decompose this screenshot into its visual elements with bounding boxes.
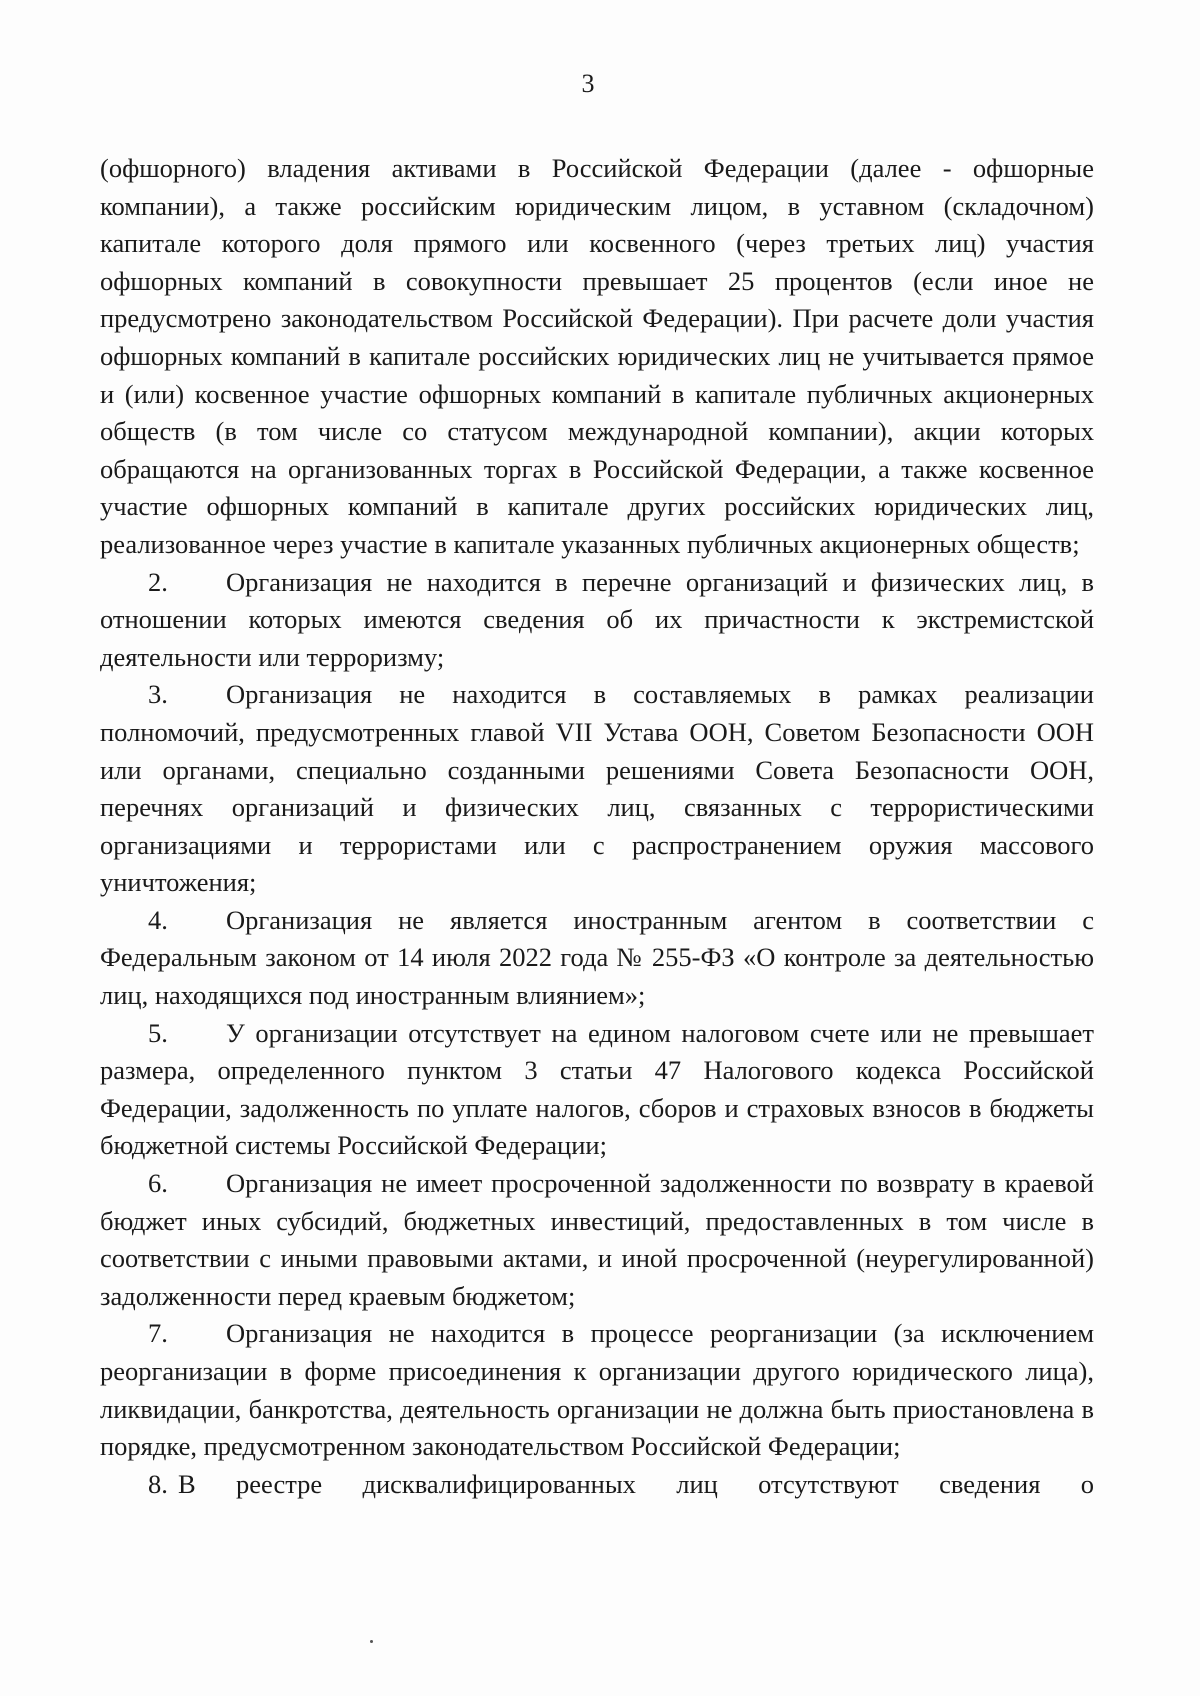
- scan-speck: [370, 1640, 373, 1643]
- item-text: В реестре дисквалифицированных лиц отсутствуют сведения о: [178, 1468, 1094, 1499]
- list-item-3: [100, 676, 1094, 902]
- list-item-4: [100, 902, 1094, 1015]
- list-item-8: [100, 1466, 1094, 1504]
- list-item-6: [100, 1165, 1094, 1315]
- item-text: Организация не является иностранным агентом в соответствии с Федеральным законом от 14 июля 2022 года № 255-ФЗ «О контроле за деятельностью лиц, находящихся под иностранным влиянием»;: [100, 904, 1094, 1011]
- item-number: 8.: [148, 1468, 168, 1499]
- list-item-2: [100, 564, 1094, 677]
- item-number: 2.: [148, 566, 168, 597]
- item-text: Организация не находится в перечне организаций и физических лиц, в отношении которых имеются сведения об их причастности к экстремистской деятельности или терроризму;: [100, 566, 1094, 672]
- intro-paragraph: (офшорного) владения активами в Российской Федерации (далее - офшорные компании), а также российским юридическим лицом, в уставном (складочном) капитале которого доля прямого или косвенного (через третьих лиц) участия офшорных компаний в совокупности превышает 25 процентов (если иное не предусмотрено законодательством Российской Федерации). При расчете доли участия офшорных компаний в капитале российских юридических лиц не учитывается прямое и (или) косвенное участие офшорных компаний в капитале публичных акционерных обществ (в том числе со статусом международной компании), акции которых обращаются на организованных торгах в Российской Федерации, а также косвенное участие офшорных компаний в капитале других российских юридических лиц, реализованное через участие в капитале указанных публичных акционерных обществ;: [100, 153, 1094, 559]
- list-item-7: [100, 1315, 1094, 1465]
- item-text: Организация не имеет просроченной задолженности по возврату в краевой бюджет иных субсидий, бюджетных инвестиций, предоставленных в том числе в соответствии с иными правовыми актами, и иной просроченной (неурегулированной) задолженности перед краевым бюджетом;: [100, 1168, 1094, 1311]
- item-number: 6.: [148, 1168, 168, 1199]
- item-number: 7.: [148, 1318, 168, 1349]
- list-item-5: [100, 1015, 1094, 1165]
- item-number: 5.: [148, 1017, 168, 1048]
- document-body: [100, 150, 1094, 1503]
- item-number: 3.: [148, 679, 168, 710]
- item-text: Организация не находится в составляемых в рамках реализации полномочий, предусмотренных главой VII Устава ООН, Советом Безопасности ООН или органами, специально созданными решениями Совета Безопасности ООН, перечнях организаций и физических лиц, связанных с террористическими организациями и террористами или с распространением оружия массового уничтожения;: [100, 679, 1094, 898]
- item-text: Организация не находится в процессе реорганизации (за исключением реорганизации в форме присоединения к организации другого юридического лица), ликвидации, банкротства, деятельность организации не должна быть приостановлена в порядке, предусмотренном законодательством Российской Федерации;: [100, 1318, 1094, 1462]
- page-number: 3: [581, 69, 595, 98]
- item-number: 4.: [148, 904, 168, 935]
- item-text: У организации отсутствует на едином налоговом счете или не превышает размера, определенного пунктом 3 статьи 47 Налогового кодекса Российской Федерации, задолженность по уплате налогов, сборов и страховых взносов в бюджеты бюджетной системы Российской Федерации;: [100, 1017, 1094, 1161]
